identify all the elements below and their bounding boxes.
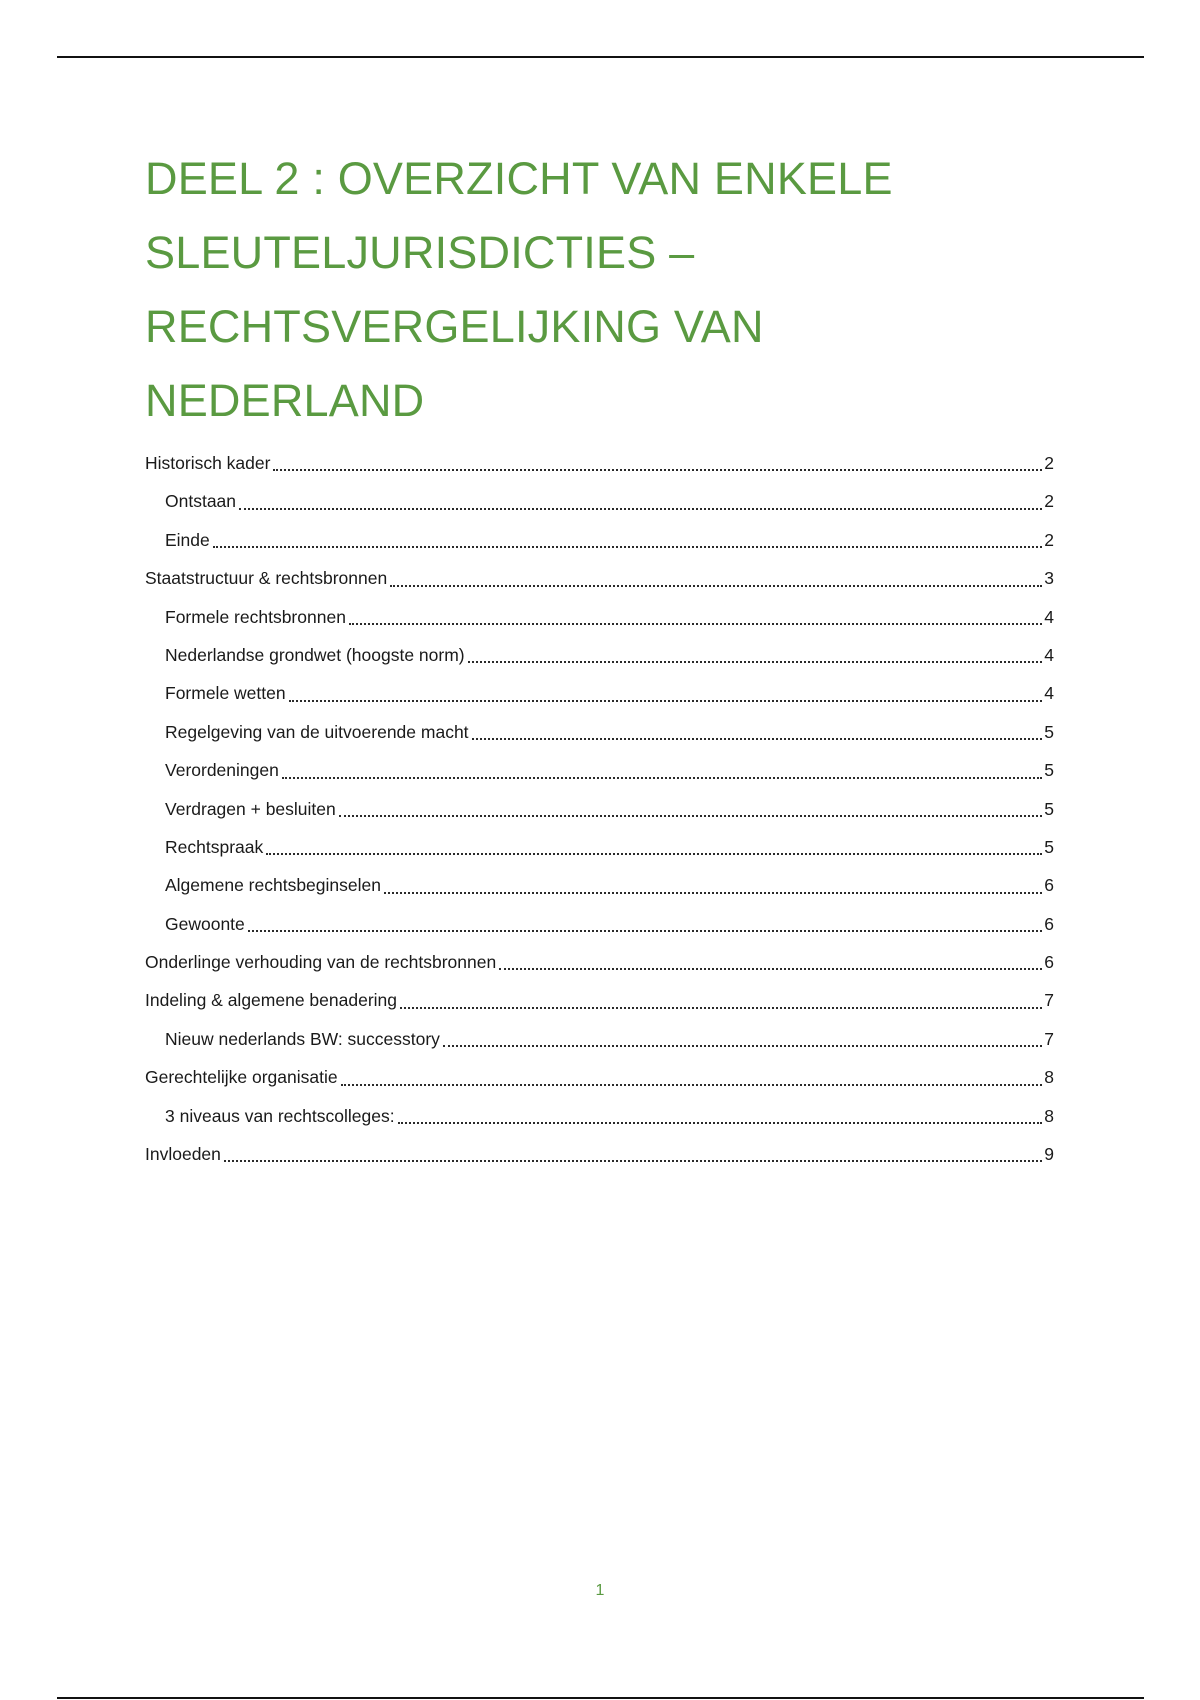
toc-entry[interactable] [145, 521, 1054, 559]
toc-entry-text: Gerechtelijke organisatie [145, 1067, 338, 1088]
document-title [145, 142, 1105, 438]
toc-leader-dots [341, 1084, 1042, 1086]
toc-entry-text: Algemene rechtsbeginselen [165, 875, 381, 896]
toc-entry[interactable] [145, 981, 1054, 1019]
toc-entry[interactable] [145, 828, 1054, 866]
toc-page-number: 8 [1044, 1067, 1054, 1088]
toc-entry-text: Verordeningen [165, 760, 279, 781]
toc-entry[interactable] [145, 482, 1054, 520]
toc-leader-dots [289, 700, 1042, 702]
toc-entry-text: Formele rechtsbronnen [165, 606, 346, 627]
title-line: DEEL 2 : OVERZICHT VAN ENKELE [145, 153, 893, 204]
toc-page-number: 4 [1044, 644, 1054, 665]
toc-entry-text: Verdragen + besluiten [165, 798, 336, 819]
toc-leader-dots [472, 738, 1042, 740]
toc-page-number: 8 [1044, 1105, 1054, 1126]
toc-entry[interactable] [145, 598, 1054, 636]
toc-page-number: 2 [1044, 452, 1054, 473]
toc-entry-text: Staatstructuur & rechtsbronnen [145, 568, 388, 589]
toc-page-number: 3 [1044, 568, 1054, 589]
toc-entry-text: Indeling & algemene benadering [145, 990, 397, 1011]
toc-page-number: 5 [1044, 721, 1054, 742]
toc-page-number: 5 [1044, 798, 1054, 819]
toc-entry-text: Nederlandse grondwet (hoogste norm) [165, 644, 465, 665]
title-line: RECHTSVERGELIJKING VAN [145, 301, 764, 352]
toc-entry[interactable] [145, 636, 1054, 674]
toc-page-number: 4 [1044, 683, 1054, 704]
toc-entry-text: Rechtspraak [165, 836, 264, 857]
toc-leader-dots [443, 1045, 1042, 1047]
toc-entry-text: Onderlinge verhouding van de rechtsbronnen [145, 952, 497, 973]
footer-rule [57, 1697, 1144, 1699]
toc-entry[interactable] [145, 713, 1054, 751]
toc-entry-text: Ontstaan [165, 491, 237, 512]
toc-page-number: 2 [1044, 491, 1054, 512]
toc-leader-dots [224, 1160, 1042, 1162]
toc-page-number: 7 [1044, 990, 1054, 1011]
toc-page-number: 4 [1044, 606, 1054, 627]
toc-entry[interactable] [145, 444, 1054, 482]
toc-entry[interactable] [145, 1020, 1054, 1058]
toc-entry-text: Historisch kader [145, 452, 271, 473]
toc-leader-dots [468, 661, 1042, 663]
toc-entry-text: Regelgeving van de uitvoerende macht [165, 721, 469, 742]
toc-leader-dots [282, 777, 1042, 779]
toc-leader-dots [273, 469, 1042, 471]
toc-leader-dots [499, 968, 1042, 970]
toc-entry[interactable] [145, 674, 1054, 712]
toc-leader-dots [239, 508, 1042, 510]
toc-leader-dots [398, 1122, 1042, 1124]
toc-entry[interactable] [145, 1135, 1054, 1173]
toc-page-number: 7 [1044, 1028, 1054, 1049]
toc-entry-text: Gewoonte [165, 913, 245, 934]
toc-entry[interactable] [145, 1058, 1054, 1096]
toc-leader-dots [213, 546, 1042, 548]
toc-entry-text: Einde [165, 529, 210, 550]
toc-leader-dots [349, 623, 1042, 625]
toc-entry-text: 3 niveaus van rechtscolleges: [165, 1105, 395, 1126]
toc-leader-dots [384, 892, 1042, 894]
toc-page-number: 9 [1044, 1144, 1054, 1165]
toc-page-number: 5 [1044, 760, 1054, 781]
page-number: 1 [595, 1582, 605, 1599]
toc-entry-text: Nieuw nederlands BW: successtory [165, 1028, 440, 1049]
toc-leader-dots [390, 585, 1042, 587]
toc-entry[interactable] [145, 943, 1054, 981]
toc-leader-dots [248, 930, 1042, 932]
toc-page-number: 6 [1044, 913, 1054, 934]
title-line: NEDERLAND [145, 375, 425, 426]
toc-entry[interactable] [145, 1097, 1054, 1135]
toc-leader-dots [339, 815, 1042, 817]
toc-entry-text: Formele wetten [165, 683, 286, 704]
table-of-contents [145, 444, 1054, 1173]
toc-page-number: 6 [1044, 875, 1054, 896]
toc-leader-dots [266, 853, 1042, 855]
toc-page-number: 5 [1044, 836, 1054, 857]
toc-entry[interactable] [145, 905, 1054, 943]
toc-entry-text: Invloeden [145, 1144, 221, 1165]
toc-leader-dots [400, 1007, 1042, 1009]
toc-page-number: 2 [1044, 529, 1054, 550]
toc-page-number: 6 [1044, 952, 1054, 973]
header-rule [57, 56, 1144, 58]
toc-entry[interactable] [145, 866, 1054, 904]
title-line: SLEUTELJURISDICTIES – [145, 227, 695, 278]
toc-entry[interactable] [145, 790, 1054, 828]
toc-entry[interactable] [145, 559, 1054, 597]
toc-entry[interactable] [145, 751, 1054, 789]
